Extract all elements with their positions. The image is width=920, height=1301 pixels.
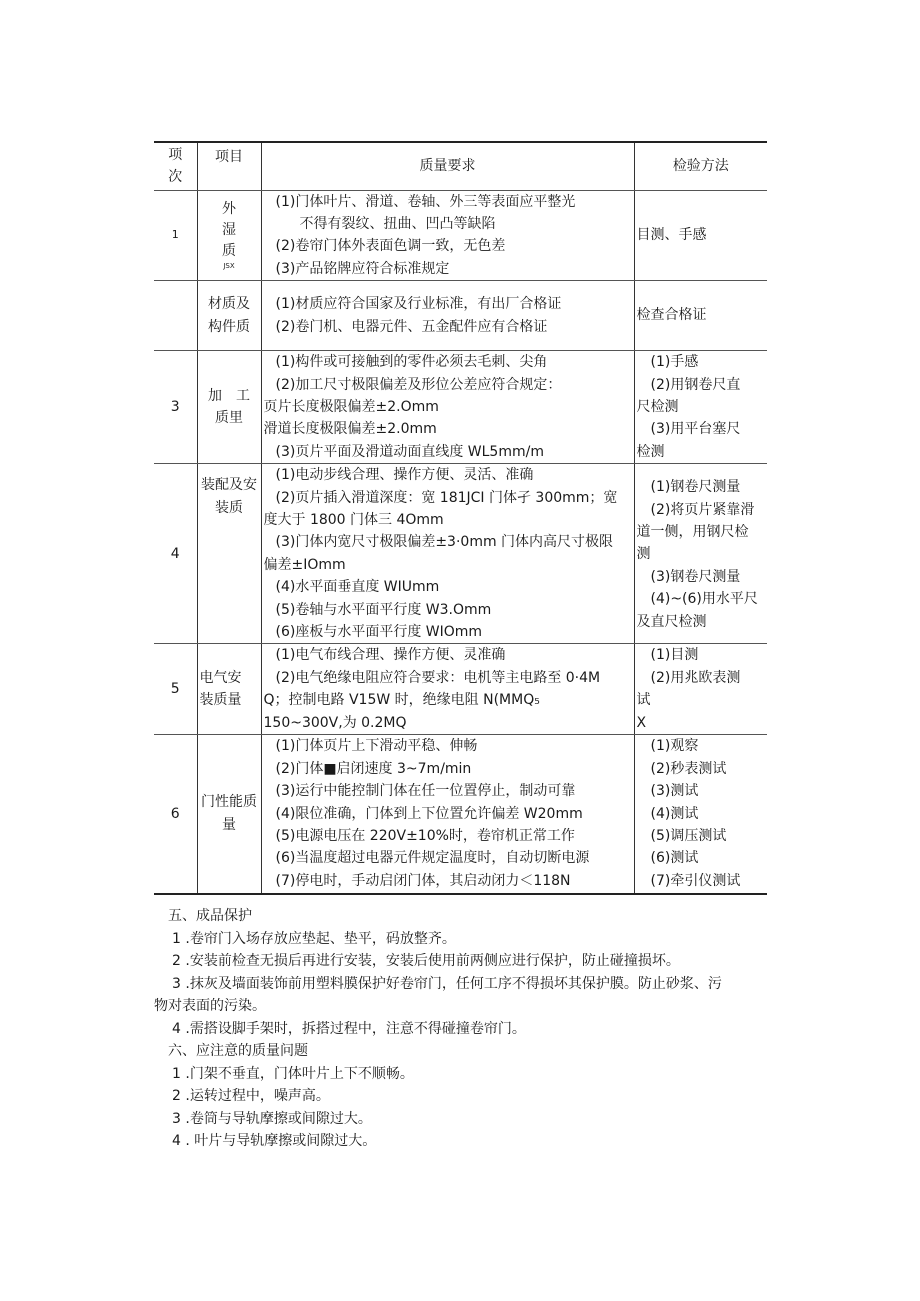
row-methods bbox=[634, 190, 767, 281]
requirement-line: (1)电动步线合理、操作方便、灵活、准确 bbox=[275, 467, 534, 484]
row-requirements bbox=[261, 281, 634, 351]
method-line: (4)~(6)用水平尺 bbox=[650, 591, 758, 608]
section-heading: 六、应注意的质量问题 bbox=[168, 1043, 308, 1059]
requirement-line: (7)停电时，手动启闭门体，其启动闭力＜118N bbox=[275, 872, 571, 889]
row-item: 装配及安 装质 bbox=[197, 464, 261, 644]
requirement-line: (1)门体叶片、滑道、卷轴、外三等表面应平整光 bbox=[275, 193, 576, 210]
row-item: 门性能质 量 bbox=[197, 735, 261, 894]
row-number: 4 bbox=[154, 464, 197, 644]
header-method: 检验方法 bbox=[634, 142, 767, 190]
method-line: 试 bbox=[636, 692, 651, 709]
requirement-line: 150~300V,为 0.2MQ bbox=[263, 714, 407, 731]
requirement-line: (4)水平面垂直度 WIUmm bbox=[275, 579, 440, 596]
header-requirement: 质量要求 bbox=[261, 142, 634, 190]
row-requirements bbox=[261, 644, 634, 735]
row-methods bbox=[634, 351, 767, 464]
list-item: 1 .门架不垂直，门体叶片上下不顺畅。 bbox=[172, 1065, 414, 1082]
requirement-line: (5)卷轴与水平面平行度 W3.Omm bbox=[275, 601, 492, 618]
requirement-line: 偏差±IOmm bbox=[263, 556, 346, 573]
list-item: 2 .运转过程中，噪声高。 bbox=[172, 1088, 330, 1104]
row-item: 外 湿 质 JSX bbox=[197, 190, 261, 281]
requirement-line: (2)电气绝缘电阻应符合要求：电机等主电路至 0·4M bbox=[275, 669, 601, 686]
row-number bbox=[154, 281, 197, 351]
method-line: 检测 bbox=[636, 443, 665, 460]
method-line: 检查合格证 bbox=[636, 307, 707, 324]
method-line: (1)目测 bbox=[650, 647, 699, 664]
method-line: (1)钢卷尺测量 bbox=[650, 479, 741, 496]
method-line: (6)测试 bbox=[650, 850, 699, 867]
table-row bbox=[154, 351, 767, 464]
row-methods bbox=[634, 464, 767, 644]
requirement-line: (2)门体■启闭速度 3~7m/min bbox=[275, 760, 472, 777]
method-line: (2)将页片紧靠滑 bbox=[650, 501, 755, 518]
requirement-line: 滑道长度极限偏差±2.0mm bbox=[263, 421, 437, 438]
list-item: 3 .卷筒与导轨摩擦或间隙过大。 bbox=[172, 1110, 372, 1127]
requirement-line: (3)门体内宽尺寸极限偏差±3·0mm 门体内高尺寸极限 bbox=[275, 534, 614, 551]
method-line: (2)用钢卷尺直 bbox=[650, 376, 741, 393]
row-methods bbox=[634, 281, 767, 351]
row-item: 电气安 装质量 bbox=[197, 644, 261, 735]
section-heading: 五、成品保护 bbox=[168, 908, 252, 924]
row-item: 材质及 构件质 bbox=[197, 281, 261, 351]
list-item: 1 .卷帘门入场存放应垫起、垫平，码放整齐。 bbox=[172, 930, 456, 947]
method-line: X bbox=[636, 714, 647, 731]
row-requirements bbox=[261, 190, 634, 281]
requirement-line: (5)电源电压在 220V±10%时，卷帘机正常工作 bbox=[275, 827, 575, 844]
table-row bbox=[154, 735, 767, 894]
method-line: (3)用平台塞尺 bbox=[650, 421, 741, 438]
requirement-line: (6)座板与水平面平行度 WIOmm bbox=[275, 624, 483, 640]
method-line: (5)调压测试 bbox=[650, 827, 727, 844]
row-number: 6 bbox=[154, 735, 197, 894]
method-line: (1)观察 bbox=[650, 738, 699, 755]
method-line: 测 bbox=[636, 546, 651, 563]
method-line: (3)钢卷尺测量 bbox=[650, 568, 741, 585]
header-item-no: 项 次 bbox=[154, 142, 197, 190]
list-item: 2 .安装前检查无损后再进行安装，安装后使用前两侧应进行保护，防止碰撞损坏。 bbox=[172, 953, 680, 969]
requirement-line: (1)门体页片上下滑动平稳、伸畅 bbox=[275, 738, 478, 755]
row-methods bbox=[634, 735, 767, 894]
method-line: 及直尺检测 bbox=[636, 613, 707, 630]
requirement-line: (1)构件或可接触到的零件必须去毛刺、尖角 bbox=[275, 354, 548, 371]
method-line: 目测、手感 bbox=[636, 227, 707, 244]
table-row bbox=[154, 190, 767, 281]
requirement-line: (2)页片插入滑道深度：宽 181JCI 门体孑 300mm；宽 bbox=[275, 489, 618, 506]
body-text bbox=[154, 905, 774, 1153]
requirement-line: (2)卷门机、电器元件、五金配件应有合格证 bbox=[275, 318, 548, 335]
requirement-line: (2)加工尺寸极限偏差及形位公差应符合规定： bbox=[275, 376, 562, 393]
requirement-line: 页片长度极限偏差±2.Omm bbox=[263, 398, 439, 415]
row-item: 加 工 质里 bbox=[197, 351, 261, 464]
table-row bbox=[154, 644, 767, 735]
method-line: 道一侧，用钢尺检 bbox=[636, 523, 749, 540]
method-line: (3)测试 bbox=[650, 783, 699, 800]
requirement-line: (1)电气布线合理、操作方便、灵准确 bbox=[275, 647, 506, 664]
quality-table bbox=[154, 141, 767, 895]
row-number: 5 bbox=[154, 644, 197, 735]
requirement-line: (4)限位准确，门体到上下位置允许偏差 W20mm bbox=[275, 805, 583, 822]
requirement-line: (6)当温度超过电器元件规定温度时，自动切断电源 bbox=[275, 850, 590, 867]
requirement-line: 度大于 1800 门体三 4Omm bbox=[263, 511, 444, 528]
table-header-row bbox=[154, 142, 767, 190]
method-line: (7)牵引仪测试 bbox=[650, 872, 741, 889]
row-number: 1 bbox=[154, 190, 197, 281]
row-requirements bbox=[261, 735, 634, 894]
requirement-line: (2)卷帘门体外表面色调一致，无色差 bbox=[275, 238, 506, 255]
method-line: (4)测试 bbox=[650, 805, 699, 822]
list-item: 4 . 叶片与导轨摩擦或间隙过大。 bbox=[172, 1133, 377, 1149]
requirement-line: (3)运行中能控制门体在任一位置停止，制动可靠 bbox=[275, 783, 576, 800]
requirement-line: 不得有裂纹、扭曲、凹凸等缺陷 bbox=[299, 215, 496, 232]
row-number: 3 bbox=[154, 351, 197, 464]
requirement-line: (3)页片平面及滑道动面直线度 WL5mm/m bbox=[275, 443, 544, 460]
table-row bbox=[154, 281, 767, 351]
requirement-line: (3)产品铭牌应符合标准规定 bbox=[275, 260, 450, 277]
list-item: 4 .需搭设脚手架时，拆搭过程中，注意不得碰撞卷帘门。 bbox=[172, 1020, 526, 1037]
row-methods bbox=[634, 644, 767, 735]
list-item: 3 .抹灰及墙面装饰前用塑料膜保护好卷帘门，任何工序不得损坏其保护膜。防止砂浆、污 bbox=[172, 975, 722, 992]
method-line: (2)用兆欧表测 bbox=[650, 669, 741, 686]
requirement-line: (1)材质应符合国家及行业标准，有出厂合格证 bbox=[275, 296, 562, 313]
header-item: 项目 bbox=[197, 142, 261, 190]
row-requirements bbox=[261, 351, 634, 464]
method-line: (1)手感 bbox=[650, 354, 699, 371]
table-row bbox=[154, 464, 767, 644]
list-item-continuation: 物对表面的污染。 bbox=[154, 998, 266, 1014]
row-requirements bbox=[261, 464, 634, 644]
requirement-line: Q；控制电路 V15W 时，绝缘电阻 N(MMQ₅ bbox=[263, 692, 540, 709]
method-line: 尺检测 bbox=[636, 398, 679, 415]
method-line: (2)秒表测试 bbox=[650, 760, 727, 777]
